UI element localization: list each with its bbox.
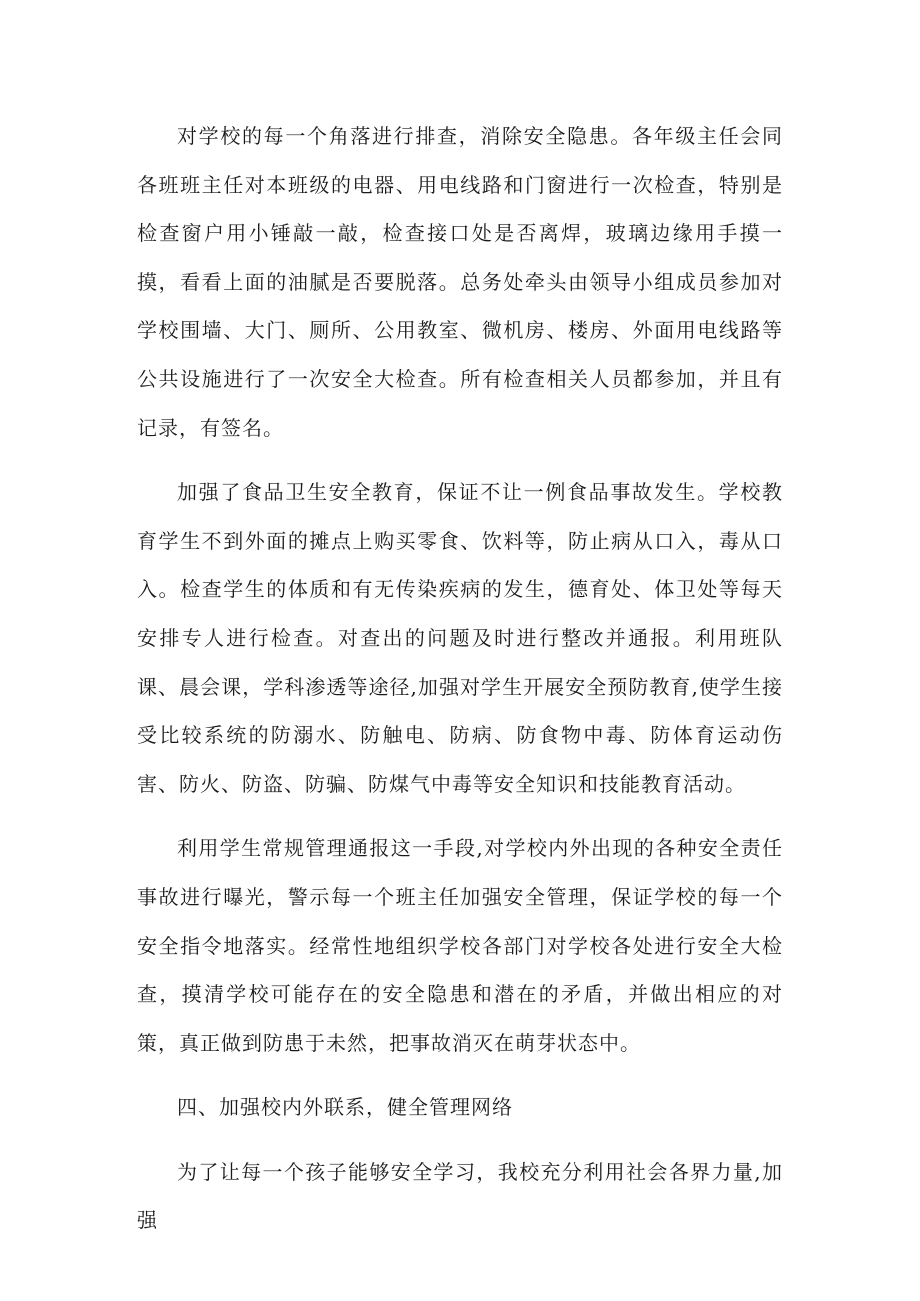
paragraph-partial: 为了让每一个孩子能够安全学习，我校充分利用社会各界力量,加强: [137, 1159, 783, 1233]
paragraph-management-report: 利用学生常规管理通报这一手段,对学校内外出现的各种安全责任事故进行曝光，警示每一个班主任加强安全管理，保证学校的每一个安全指令地落实。经常性地组织学校各部门对学校各处进行安全大检查，摸清学校可能存在的安全隐患和潜在的矛盾，并做出相应的对策，真正做到防患于未然，把事故消灭在萌芽状态中。: [137, 836, 783, 1055]
paragraph-gap: [137, 808, 783, 824]
paragraph-gap: [137, 452, 783, 468]
paragraph-gap: [137, 1067, 783, 1083]
paragraph-gap: [137, 1132, 783, 1148]
paragraph-safety-inspection: 对学校的每一个角落进行排查，消除安全隐患。各年级主任会同各班班主任对本班级的电器、用电线路和门窗进行一次检查，特别是检查窗户用小锤敲一敲，检查接口处是否离焊，玻璃边缘用手摸一摸，看看上面的油腻是否要脱落。总务处牵头由领导小组成员参加对学校围墙、大门、厕所、公用教室、微机房、楼房、外面用电线路等公共设施进行了一次安全大检查。所有检查相关人员都参加，并且有记录，有签名。: [137, 124, 783, 440]
document-body: [137, 112, 783, 1245]
paragraph-food-safety: 加强了食品卫生安全教育，保证不让一例食品事故发生。学校教育学生不到外面的摊点上购买零食、饮料等，防止病从口入，毒从口入。检查学生的体质和有无传染疾病的发生，德育处、体卫处等每天安排专人进行检查。对查出的问题及时进行整改并通报。利用班队课、晨会课，学科渗透等途径,加强对学生开展安全预防教育,使学生接受比较系统的防溺水、防触电、防病、防食物中毒、防体育运动伤害、防火、防盗、防骗、防煤气中毒等安全知识和技能教育活动。: [137, 480, 783, 796]
section-heading: 四、加强校内外联系，健全管理网络: [177, 1095, 513, 1120]
